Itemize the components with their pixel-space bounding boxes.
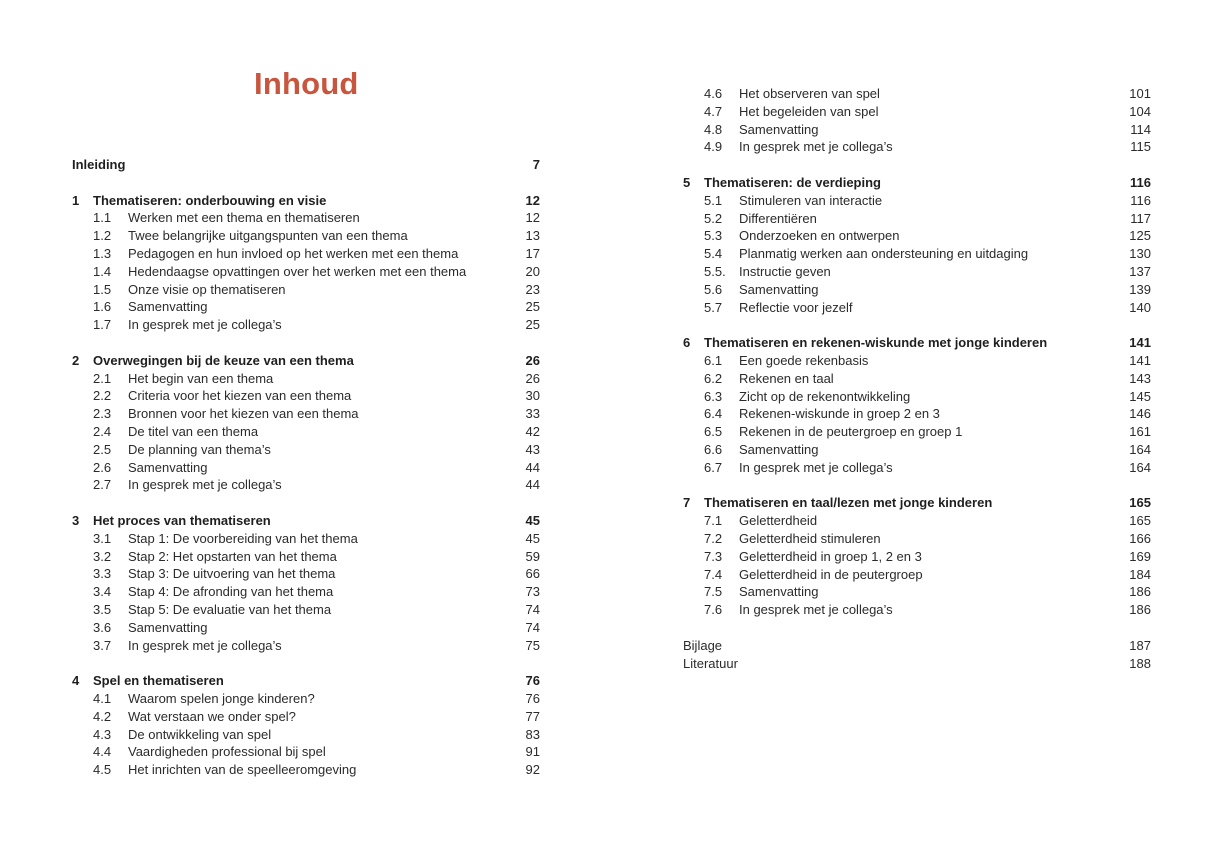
- toc-entry-title: Het proces van thematiseren: [93, 512, 271, 528]
- toc-entry-title: Onze visie op thematiseren: [128, 281, 286, 297]
- toc-entry-title: Stap 1: De voorbereiding van het thema: [128, 530, 358, 546]
- toc-entry-page-number: 76: [525, 673, 540, 689]
- toc-entry-number: 3.6: [93, 619, 112, 635]
- toc-entry-title: Stap 2: Het opstarten van het thema: [128, 548, 337, 564]
- toc-section-row: [72, 601, 540, 619]
- toc-entry-page-number: 23: [525, 281, 540, 297]
- toc-chapter-row: [72, 672, 540, 690]
- toc-entry-page-number: 130: [1129, 246, 1151, 262]
- toc-entry-title: Samenvatting: [739, 281, 819, 297]
- toc-column-right: [683, 85, 1151, 672]
- toc-entry-page-number: 115: [1130, 139, 1151, 155]
- toc-entry-number: 5.1: [704, 192, 723, 208]
- toc-entry-number: 4.4: [93, 744, 112, 760]
- toc-entry-page-number: 66: [525, 566, 540, 582]
- toc-section-row: [72, 637, 540, 655]
- toc-entry-page-number: 169: [1129, 548, 1151, 564]
- toc-entry-number: 2.2: [93, 388, 112, 404]
- toc-entry-page-number: 12: [525, 210, 540, 226]
- toc-entry-title: Het observeren van spel: [739, 86, 880, 101]
- toc-entry-page-number: 30: [525, 388, 540, 404]
- toc-section-row: [72, 263, 540, 281]
- toc-entry-title: Thematiseren en rekenen-wiskunde met jonge kinderen: [704, 335, 1048, 351]
- toc-section-row: [683, 210, 1151, 228]
- toc-entry-number: 2.5: [93, 441, 112, 457]
- toc-entry-number: 3.5: [93, 601, 112, 617]
- toc-entry-number: 4.6: [704, 86, 723, 101]
- toc-entry-title: Onderzoeken en ontwerpen: [739, 228, 900, 244]
- toc-entry-number: 4.9: [704, 139, 723, 155]
- toc-entry-page-number: 186: [1129, 584, 1151, 600]
- toc-entry-title: Geletterdheid: [739, 513, 818, 529]
- toc-section-row: [72, 530, 540, 548]
- toc-entry-page-number: 125: [1129, 228, 1151, 244]
- toc-entry-title: Hedendaagse opvattingen over het werken met een thema: [128, 263, 467, 279]
- toc-section-row: [683, 138, 1151, 156]
- toc-entry-page-number: 73: [525, 584, 540, 600]
- toc-section-row: [683, 583, 1151, 601]
- toc-entry-page-number: 139: [1129, 281, 1151, 297]
- toc-entry-number: 6.6: [704, 441, 723, 457]
- toc-entry-title: Samenvatting: [739, 584, 819, 600]
- toc-section-row: [72, 405, 540, 423]
- toc-entry-page-number: 188: [1129, 655, 1151, 671]
- toc-section-row: [72, 565, 540, 583]
- toc-entry-number: 4.7: [704, 103, 723, 119]
- toc-entry-page-number: 25: [525, 317, 540, 333]
- toc-section-row: [683, 121, 1151, 139]
- toc-entry-number: 5.5.: [704, 263, 726, 279]
- toc-section-row: [72, 281, 540, 299]
- toc-entry-number: 4.1: [93, 690, 112, 706]
- toc-entry-title: Samenvatting: [128, 459, 208, 475]
- toc-entry-title: In gesprek met je collega’s: [739, 139, 893, 155]
- toc-entry-page-number: 25: [525, 299, 540, 315]
- toc-entry-title: Thematiseren: onderbouwing en visie: [93, 192, 327, 208]
- toc-chapter-row: [72, 352, 540, 370]
- toc-entry-title: Thematiseren en taal/lezen met jonge kinderen: [704, 495, 993, 511]
- toc-section-row: [72, 370, 540, 388]
- toc-entry-title: Samenvatting: [128, 619, 208, 635]
- toc-entry-title: Geletterdheid in de peutergroep: [739, 566, 923, 582]
- toc-section-row: [72, 476, 540, 494]
- toc-entry-title: Samenvatting: [128, 299, 208, 315]
- toc-entry-page-number: 44: [525, 459, 540, 475]
- toc-entry-title: Bijlage: [683, 637, 723, 653]
- toc-entry-title: In gesprek met je collega’s: [739, 602, 893, 618]
- toc-section-row: [683, 227, 1151, 245]
- toc-section-row: [683, 103, 1151, 121]
- toc-section-row: [72, 245, 540, 263]
- toc-entry-title: In gesprek met je collega’s: [128, 317, 282, 333]
- toc-entry-number: 6: [683, 335, 691, 351]
- toc-entry-title: Een goede rekenbasis: [739, 352, 869, 368]
- toc-entry-page-number: 114: [1130, 121, 1151, 137]
- toc-section-row: [72, 209, 540, 227]
- toc-entry-page-number: 140: [1129, 299, 1151, 315]
- toc-entry-page-number: 141: [1129, 352, 1151, 368]
- toc-entry-number: 7.6: [704, 602, 723, 618]
- toc-entry-number: 3.2: [93, 548, 112, 564]
- toc-entry-number: 1: [72, 192, 80, 208]
- toc-entry-page-number: 74: [525, 619, 540, 635]
- toc-entry-number: 4.3: [93, 726, 112, 742]
- toc-section-row: [683, 566, 1151, 584]
- toc-entry-page-number: 186: [1129, 602, 1151, 618]
- toc-chapter-row: [72, 192, 540, 210]
- toc-entry-number: 3: [72, 512, 80, 528]
- toc-entry-number: 2: [72, 352, 80, 368]
- toc-chapter-row: [683, 334, 1151, 352]
- toc-entry-title: Het begin van een thema: [128, 370, 274, 386]
- toc-entry-title: In gesprek met je collega’s: [739, 459, 893, 475]
- toc-entry-number: 4: [72, 673, 80, 689]
- toc-entry-number: 3.7: [93, 637, 112, 653]
- toc-entry-title: Stap 4: De afronding van het thema: [128, 584, 334, 600]
- toc-section-row: [683, 512, 1151, 530]
- toc-section-row: [72, 387, 540, 405]
- toc-entry-title: Literatuur: [683, 655, 738, 671]
- toc-entry-number: 7.5: [704, 584, 723, 600]
- toc-entry-title: Twee belangrijke uitgangspunten van een thema: [128, 228, 408, 244]
- toc-entry-title: Het begeleiden van spel: [739, 103, 879, 119]
- toc-entry-title: In gesprek met je collega’s: [128, 637, 282, 653]
- toc-entry-page-number: 44: [525, 477, 540, 493]
- toc-entry-number: 6.1: [704, 352, 723, 368]
- toc-entry-number: 2.1: [93, 370, 112, 386]
- toc-entry-title: De titel van een thema: [128, 423, 259, 439]
- toc-entry-page-number: 33: [525, 406, 540, 422]
- toc-entry-page-number: 26: [525, 370, 540, 386]
- toc-entry-number: 7.3: [704, 548, 723, 564]
- toc-entry-title: De planning van thema’s: [128, 441, 271, 457]
- toc-entry-number: 2.3: [93, 406, 112, 422]
- toc-entry-title: Instructie geven: [739, 263, 831, 279]
- toc-entry-page-number: 45: [525, 530, 540, 546]
- toc-entry-page-number: 187: [1129, 637, 1151, 653]
- toc-section-row: [683, 352, 1151, 370]
- toc-entry-page-number: 7: [532, 157, 540, 172]
- toc-section-row: [72, 441, 540, 459]
- toc-entry-page-number: 42: [525, 423, 540, 439]
- toc-section-row: [72, 459, 540, 477]
- toc-entry-title: Stap 3: De uitvoering van het thema: [128, 566, 336, 582]
- toc-entry-number: 2.4: [93, 423, 112, 439]
- toc-entry-page-number: 137: [1129, 263, 1151, 279]
- toc-section-row: [72, 227, 540, 245]
- toc-entry-number: 6.7: [704, 459, 723, 475]
- toc-entry-title: Bronnen voor het kiezen van een thema: [128, 406, 359, 422]
- toc-entry-page-number: 26: [525, 352, 540, 368]
- toc-section-row: [72, 619, 540, 637]
- toc-section-row: [683, 370, 1151, 388]
- toc-entry-page-number: 161: [1129, 424, 1151, 440]
- toc-entry-title: Thematiseren: de verdieping: [704, 174, 881, 190]
- toc-section-row: [72, 316, 540, 334]
- toc-entry-number: 3.1: [93, 530, 112, 546]
- toc-entry-page-number: 17: [525, 245, 540, 261]
- toc-entry-title: Samenvatting: [739, 441, 819, 457]
- toc-entry-title: Waarom spelen jonge kinderen?: [128, 690, 315, 706]
- toc-entry-title: Reflectie voor jezelf: [739, 299, 853, 315]
- toc-section-row: [72, 583, 540, 601]
- toc-entry-page-number: 117: [1130, 210, 1151, 226]
- toc-entry-number: 2.7: [93, 477, 112, 493]
- toc-entry-page-number: 116: [1130, 192, 1151, 208]
- toc-section-row: [72, 708, 540, 726]
- toc-entry-number: 5.7: [704, 299, 723, 315]
- toc-section-row: [683, 548, 1151, 566]
- toc-entry-number: 7.1: [704, 513, 723, 529]
- toc-entry-row: [72, 156, 540, 174]
- toc-entry-number: 1.4: [93, 263, 112, 279]
- toc-section-row: [683, 299, 1151, 317]
- toc-section-row: [683, 601, 1151, 619]
- toc-column-left: [72, 156, 540, 779]
- toc-entry-title: Zicht op de rekenontwikkeling: [739, 388, 911, 404]
- toc-entry-number: 5.2: [704, 210, 723, 226]
- toc-entry-title: Rekenen en taal: [739, 370, 834, 386]
- toc-section-row: [683, 85, 1151, 103]
- toc-section-row: [72, 548, 540, 566]
- toc-entry-page-number: 12: [525, 192, 540, 208]
- toc-chapter-row: [683, 494, 1151, 512]
- toc-entry-number: 1.5: [93, 281, 112, 297]
- toc-entry-page-number: 143: [1129, 370, 1151, 386]
- toc-entry-row: [683, 655, 1151, 673]
- toc-section-row: [683, 423, 1151, 441]
- toc-entry-page-number: 146: [1129, 406, 1151, 422]
- toc-entry-title: Planmatig werken aan ondersteuning en uitdaging: [739, 246, 1029, 262]
- toc-chapter-row: [72, 512, 540, 530]
- toc-section-row: [683, 281, 1151, 299]
- toc-section-row: [72, 743, 540, 761]
- toc-section-row: [683, 192, 1151, 210]
- toc-entry-number: 6.4: [704, 406, 723, 422]
- toc-section-row: [683, 388, 1151, 406]
- toc-entry-number: 6.2: [704, 370, 723, 386]
- toc-section-row: [683, 245, 1151, 263]
- toc-entry-title: Werken met een thema en thematiseren: [128, 210, 360, 226]
- toc-entry-number: 1.6: [93, 299, 112, 315]
- toc-section-row: [683, 459, 1151, 477]
- toc-entry-page-number: 20: [525, 263, 540, 279]
- toc-entry-title: Overwegingen bij de keuze van een thema: [93, 352, 354, 368]
- toc-entry-title: Stap 5: De evaluatie van het thema: [128, 601, 332, 617]
- toc-entry-title: Vaardigheden professional bij spel: [128, 744, 326, 760]
- toc-entry-number: 1.3: [93, 245, 112, 261]
- toc-entry-page-number: 165: [1129, 495, 1151, 511]
- toc-section-row: [72, 298, 540, 316]
- toc-entry-page-number: 116: [1130, 174, 1151, 190]
- toc-entry-number: 4.2: [93, 708, 112, 724]
- toc-entry-title: Rekenen-wiskunde in groep 2 en 3: [739, 406, 940, 422]
- toc-entry-page-number: 164: [1129, 441, 1151, 457]
- toc-entry-title: Stimuleren van interactie: [739, 192, 883, 208]
- toc-entry-number: 5.6: [704, 281, 723, 297]
- toc-entry-number: 1.7: [93, 317, 112, 333]
- toc-entry-title: Geletterdheid in groep 1, 2 en 3: [739, 548, 922, 564]
- toc-section-row: [72, 761, 540, 779]
- toc-entry-page-number: 45: [525, 512, 540, 528]
- toc-section-row: [683, 530, 1151, 548]
- toc-entry-page-number: 43: [525, 441, 540, 457]
- toc-entry-number: 1.1: [93, 210, 112, 226]
- toc-entry-page-number: 145: [1129, 388, 1151, 404]
- toc-entry-title: Spel en thematiseren: [93, 673, 224, 689]
- toc-entry-number: 4.8: [704, 121, 723, 137]
- toc-entry-page-number: 165: [1129, 513, 1151, 529]
- toc-entry-page-number: 91: [525, 744, 540, 760]
- toc-entry-title: Criteria voor het kiezen van een thema: [128, 388, 352, 404]
- toc-entry-number: 7: [683, 495, 691, 511]
- toc-entry-page-number: 184: [1129, 566, 1151, 582]
- toc-entry-number: 5: [683, 174, 691, 190]
- toc-chapter-row: [683, 174, 1151, 192]
- toc-entry-number: 3.4: [93, 584, 112, 600]
- toc-entry-number: 4.5: [93, 762, 112, 778]
- toc-entry-title: In gesprek met je collega’s: [128, 477, 282, 493]
- toc-entry-title: Rekenen in de peutergroep en groep 1: [739, 424, 963, 440]
- page-title: Inhoud: [254, 66, 359, 101]
- toc-entry-page-number: 13: [525, 228, 540, 244]
- toc-entry-row: [683, 637, 1151, 655]
- toc-section-row: [683, 405, 1151, 423]
- toc-section-row: [72, 726, 540, 744]
- toc-entry-title: Wat verstaan we onder spel?: [128, 708, 296, 724]
- toc-entry-number: 7.2: [704, 530, 723, 546]
- toc-entry-number: 7.4: [704, 566, 723, 582]
- toc-entry-title: Pedagogen en hun invloed op het werken met een thema: [128, 245, 459, 261]
- toc-entry-title: Het inrichten van de speelleeromgeving: [128, 762, 357, 778]
- toc-entry-page-number: 104: [1129, 103, 1151, 119]
- toc-entry-page-number: 141: [1129, 335, 1151, 351]
- toc-entry-page-number: 101: [1129, 86, 1151, 101]
- toc-entry-page-number: 59: [525, 548, 540, 564]
- toc-entry-title: Samenvatting: [739, 121, 819, 137]
- toc-entry-number: 5.4: [704, 246, 723, 262]
- toc-entry-page-number: 83: [525, 726, 540, 742]
- toc-entry-number: 6.5: [704, 424, 723, 440]
- toc-entry-number: 2.6: [93, 459, 112, 475]
- toc-entry-number: 3.3: [93, 566, 112, 582]
- toc-entry-title: Inleiding: [72, 157, 126, 172]
- toc-entry-title: Differentiëren: [739, 210, 817, 226]
- toc-entry-title: Geletterdheid stimuleren: [739, 530, 881, 546]
- toc-section-row: [683, 263, 1151, 281]
- toc-entry-number: 6.3: [704, 388, 723, 404]
- toc-entry-page-number: 164: [1129, 459, 1151, 475]
- toc-section-row: [72, 690, 540, 708]
- toc-entry-number: 5.3: [704, 228, 723, 244]
- toc-section-row: [72, 423, 540, 441]
- toc-entry-page-number: 76: [525, 690, 540, 706]
- toc-entry-page-number: 166: [1129, 530, 1151, 546]
- toc-entry-title: De ontwikkeling van spel: [128, 726, 272, 742]
- toc-entry-page-number: 75: [525, 637, 540, 653]
- toc-entry-page-number: 92: [525, 762, 540, 778]
- toc-entry-number: 1.2: [93, 228, 112, 244]
- toc-entry-page-number: 74: [525, 601, 540, 617]
- toc-entry-page-number: 77: [525, 708, 540, 724]
- toc-section-row: [683, 441, 1151, 459]
